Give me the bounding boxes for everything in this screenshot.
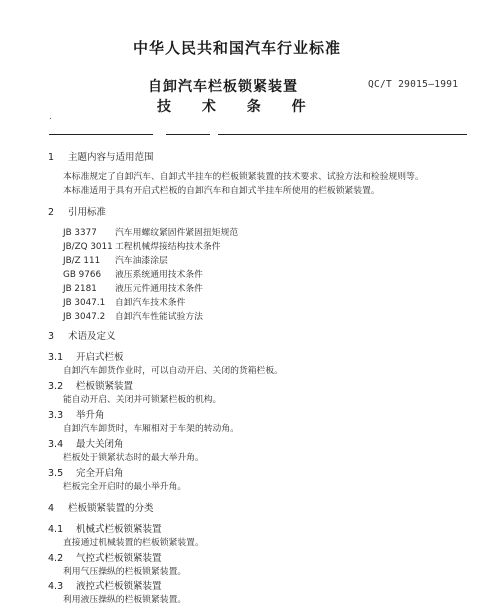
clause-title: 栏板锁紧装置: [76, 381, 134, 392]
section-number: 4: [48, 503, 55, 514]
clause-number: 4.2: [48, 553, 64, 564]
section-2-heading: [48, 204, 106, 218]
section-title: 栏板锁紧装置的分类: [68, 503, 154, 514]
document-title: 自卸汽车栏板锁紧装置: [148, 79, 298, 95]
reference-name: 自卸汽车性能试验方法: [115, 312, 203, 322]
reference-code: JB 3047.1: [63, 298, 106, 308]
section-title: 引用标准: [68, 207, 107, 218]
definition-3-3-heading: [48, 407, 105, 421]
standard-category: 中华人民共和国汽车行业标准: [133, 39, 342, 57]
section-1-heading: [48, 149, 154, 163]
reference-name: 液压系统通用技术条件: [115, 270, 203, 280]
clause-4-2-text: 利用气压操纵的栏板锁紧装置。: [63, 567, 187, 577]
section-number: 3: [48, 331, 55, 342]
definition-3-5-heading: [48, 465, 124, 479]
reference-code: JB 3377: [63, 228, 97, 238]
clause-title: 开启式栏板: [76, 352, 124, 363]
clause-title: 举升角: [76, 410, 105, 421]
reference-code: JB/ZQ 3011: [63, 242, 113, 252]
clause-4-3-heading: [48, 578, 162, 592]
section-3-heading: [48, 328, 116, 342]
definition-3-3-text: 自卸汽车卸货时，车厢相对于车架的转动角。: [63, 424, 239, 434]
clause-number: 3.2: [48, 381, 64, 392]
reference-name: 液压元件通用技术条件: [115, 284, 203, 294]
clause-number: 4.3: [48, 581, 64, 592]
clause-4-1-heading: [48, 521, 162, 535]
header-rule-right: [218, 134, 467, 135]
header-rule-left: [49, 134, 153, 135]
definition-3-2-text: 能自动开启、关闭并可锁紧栏板的机构。: [63, 395, 222, 405]
definition-3-1-text: 自卸汽车卸货作业时，可以自动开启、关闭的货箱栏板。: [63, 366, 283, 376]
reference-item: [63, 281, 203, 294]
section-number: 1: [48, 152, 55, 163]
document-subtitle: 技 术 条 件: [157, 99, 319, 115]
definition-3-1-heading: [48, 349, 124, 363]
section-1-paragraph-1: 本标准规定了自卸汽车、自卸式半挂车的栏板锁紧装置的技术要求、试验方法和检验规则等。: [63, 172, 424, 182]
clause-number: 3.4: [48, 439, 64, 450]
definition-3-5-text: 栏板完全开启时的最小举升角。: [63, 482, 187, 492]
reference-code: GB 9766: [63, 270, 102, 280]
reference-code: JB 3047.2: [63, 312, 106, 322]
clause-title: 液控式栏板锁紧装置: [76, 581, 162, 592]
standard-number: QC/T 29015—1991: [368, 79, 459, 90]
header-rule-mid: [166, 134, 210, 135]
reference-name: 汽车油漆涂层: [115, 256, 168, 266]
clause-number: 4.1: [48, 524, 64, 535]
clause-4-2-heading: [48, 550, 162, 564]
clause-number: 3.1: [48, 352, 64, 363]
reference-code: JB/Z 111: [63, 256, 101, 266]
definition-3-4-text: 栏板处于锁紧状态时的最大举升角。: [63, 453, 204, 463]
reference-name: 自卸汽车技术条件: [115, 298, 186, 308]
clause-number: 3.3: [48, 410, 64, 421]
reference-code: JB 2181: [63, 284, 97, 294]
section-number: 2: [48, 207, 55, 218]
section-4-heading: [48, 500, 154, 514]
reference-name: 汽车用螺纹紧固件紧固扭矩规范: [115, 228, 239, 238]
clause-title: 机械式栏板锁紧装置: [76, 524, 162, 535]
definition-3-2-heading: [48, 378, 133, 392]
section-title: 主题内容与适用范围: [68, 152, 154, 163]
clause-4-1-text: 直接通过机械装置的栏板锁紧装置。: [63, 538, 204, 548]
reference-item: [63, 253, 168, 266]
reference-item: [63, 239, 221, 252]
clause-title: 完全开启角: [76, 468, 124, 479]
reference-name: 工程机械焊接结构技术条件: [115, 242, 221, 252]
margin-mark: .: [49, 112, 52, 122]
reference-item: [63, 309, 203, 322]
reference-item: [63, 267, 203, 280]
clause-4-3-text: 利用液压操纵的栏板锁紧装置。: [63, 595, 187, 605]
reference-item: [63, 225, 238, 238]
section-title: 术语及定义: [68, 331, 116, 342]
clause-title: 气控式栏板锁紧装置: [76, 553, 162, 564]
reference-item: [63, 295, 185, 308]
clause-number: 3.5: [48, 468, 64, 479]
definition-3-4-heading: [48, 436, 124, 450]
clause-title: 最大关闭角: [76, 439, 124, 450]
section-1-paragraph-2: 本标准适用于具有开启式栏板的自卸汽车和自卸式半挂车所使用的栏板锁紧装置。: [63, 186, 380, 196]
